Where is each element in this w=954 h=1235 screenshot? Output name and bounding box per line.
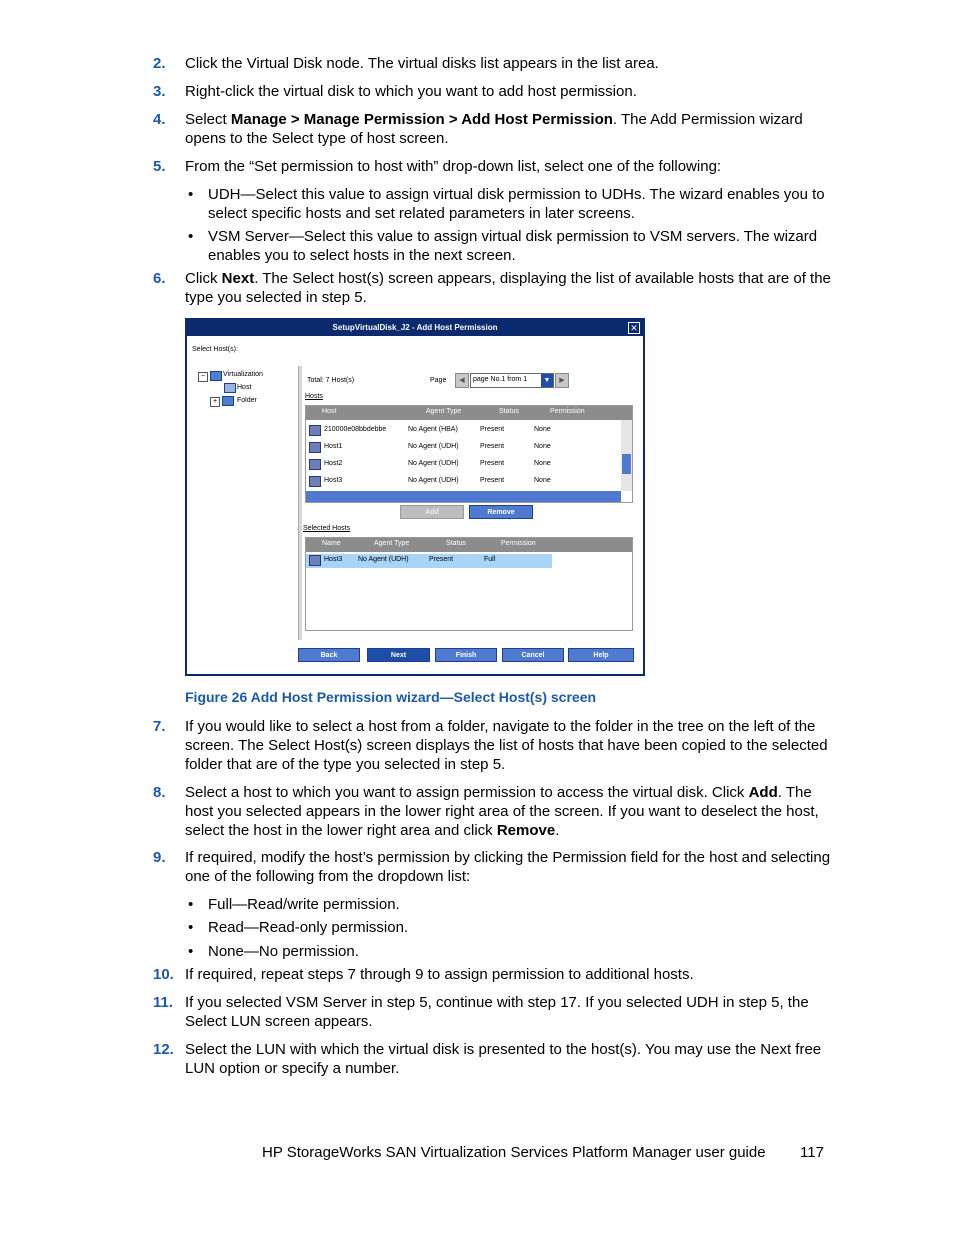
bullet-item: • Read—Read-only permission. xyxy=(188,919,409,936)
hba-icon xyxy=(309,425,321,436)
step-text: Click the Virtual Disk node. The virtual disks list appears in the list area. xyxy=(185,55,659,72)
bullet-item: • UDH—Select this value to assign virtual disk permission to UDHs. The wizard enables you to select specific hosts and set related parameters in later screens. xyxy=(188,186,825,222)
host-icon xyxy=(309,476,321,487)
table-row[interactable]: 210000e08bbdebbe No Agent (HBA) Present None xyxy=(306,424,621,438)
total-hosts: Total: 7 Host(s) xyxy=(307,377,355,384)
expand-icon[interactable]: + xyxy=(210,397,220,407)
add-button[interactable]: Add xyxy=(400,505,464,519)
step-text: Select the LUN with which the virtual disk is presented to the host(s). You may use the Next free LUN option or specify a number. xyxy=(185,1041,822,1077)
bullet-item: • VSM Server—Select this value to assign virtual disk permission to VSM servers. The wizard enables you to select hosts in the next screen. xyxy=(188,228,818,264)
host-icon xyxy=(309,442,321,453)
bullet-item: • None—No permission. xyxy=(188,943,359,960)
step-text: Select Manage > Manage Permission > Add Host Permission. The Add Permission wizard opens to the Select type of host screen. xyxy=(185,111,803,147)
table-row[interactable]: Host3 No Agent (UDH) Present None xyxy=(306,475,621,489)
page-number: 117 xyxy=(800,1144,824,1161)
page-label: Page xyxy=(430,377,447,384)
footer-title: HP StorageWorks SAN Virtualization Services Platform Manager user guide xyxy=(262,1144,766,1161)
table-header: Host Agent Type Status Permission xyxy=(306,406,632,420)
selected-hosts-label: Selected Hosts xyxy=(303,525,351,532)
step-3 xyxy=(153,82,833,101)
next-button[interactable]: Next xyxy=(367,648,430,662)
help-button[interactable]: Help xyxy=(568,648,634,662)
table-row[interactable]: Host2 No Agent (UDH) Present None xyxy=(306,458,621,472)
cancel-button[interactable]: Cancel xyxy=(502,648,564,662)
step-text: If required, repeat steps 7 through 9 to assign permission to additional hosts. xyxy=(185,966,694,983)
step-9 xyxy=(153,848,833,886)
step-6 xyxy=(153,269,833,307)
select-hosts-label: Select Host(s): xyxy=(192,346,238,353)
step-7 xyxy=(153,717,833,774)
close-icon[interactable]: ✕ xyxy=(628,322,640,334)
step-number: 7. xyxy=(153,718,166,735)
table-row[interactable]: Host1 No Agent (UDH) Present None xyxy=(306,441,621,455)
step-text: Select a host to which you want to assign permission to access the virtual disk. Click Add. The host you selected appears in the lower right area of the screen. If you want to deselect the host, select the host in the lower right area and click Remove. xyxy=(185,784,819,839)
step-text: If you selected VSM Server in step 5, continue with step 17. If you selected UDH in step 5, the Select LUN screen appears. xyxy=(185,994,809,1030)
horizontal-scrollbar[interactable] xyxy=(306,491,621,502)
step-11 xyxy=(153,993,833,1031)
splitter[interactable] xyxy=(298,366,302,640)
hosts-table xyxy=(305,405,633,503)
figure-caption: Figure 26 Add Host Permission wizard—Select Host(s) screen xyxy=(185,689,597,705)
chevron-down-icon: ▼ xyxy=(541,374,553,387)
step-text: Right-click the virtual disk to which you want to add host permission. xyxy=(185,83,637,100)
step-number: 9. xyxy=(153,849,166,866)
step-text: Click Next. The Select host(s) screen appears, displaying the list of available hosts that are of the type you selected in step 5. xyxy=(185,270,831,306)
tree-item-virtualization[interactable]: Virtualization xyxy=(223,371,263,378)
step-number: 11. xyxy=(153,994,174,1011)
step-text: From the “Set permission to host with” drop-down list, select one of the following: xyxy=(185,158,722,175)
hosts-label: Hosts xyxy=(305,393,323,400)
step-2 xyxy=(153,54,833,73)
step-text: If you would like to select a host from a folder, navigate to the folder in the tree on the left of the screen. The Select Host(s) screen displays the list of hosts that have been copied to the selected folder that are of the type you selected in step 5. xyxy=(185,718,828,773)
step-4 xyxy=(153,110,833,148)
finish-button[interactable]: Finish xyxy=(435,648,497,662)
host-icon xyxy=(309,459,321,470)
step-number: 3. xyxy=(153,83,166,100)
scroll-thumb[interactable] xyxy=(622,454,631,474)
folder-icon xyxy=(222,396,234,406)
step-number: 2. xyxy=(153,55,166,72)
bullet-item: • Full—Read/write permission. xyxy=(188,896,400,913)
step-number: 6. xyxy=(153,270,166,287)
step-12 xyxy=(153,1040,833,1078)
step-text: If required, modify the host’s permission by clicking the Permission field for the host and selecting one of the following from the dropdown list: xyxy=(185,849,831,885)
next-page-button[interactable]: ▶ xyxy=(555,373,569,388)
host-icon xyxy=(224,383,236,393)
selected-hosts-table xyxy=(305,537,633,631)
step-number: 4. xyxy=(153,111,166,128)
tree-item-folder[interactable]: Folder xyxy=(237,397,257,404)
dialog-window xyxy=(185,318,645,676)
collapse-icon[interactable]: − xyxy=(198,372,208,382)
prev-page-button[interactable]: ◀ xyxy=(455,373,469,388)
table-row[interactable]: Host3 No Agent (UDH) Present Full xyxy=(306,554,552,568)
step-number: 12. xyxy=(153,1041,174,1058)
tree-item-host[interactable]: Host xyxy=(237,384,252,391)
table-header: Name Agent Type Status Permission xyxy=(306,538,632,552)
step-number: 5. xyxy=(153,158,166,175)
step-number: 10. xyxy=(153,966,174,983)
page-select[interactable]: page No.1 from 1 ▼ xyxy=(470,373,554,388)
step-5 xyxy=(153,157,833,176)
vertical-scrollbar[interactable] xyxy=(621,420,632,491)
folder-icon xyxy=(210,371,222,381)
step-10 xyxy=(153,965,833,984)
host-icon xyxy=(309,555,321,566)
dialog-title: SetupVirtualDisk_J2 - Add Host Permission xyxy=(187,320,643,336)
step-8 xyxy=(153,783,833,840)
back-button[interactable]: Back xyxy=(298,648,360,662)
remove-button[interactable]: Remove xyxy=(469,505,533,519)
step-number: 8. xyxy=(153,784,166,801)
